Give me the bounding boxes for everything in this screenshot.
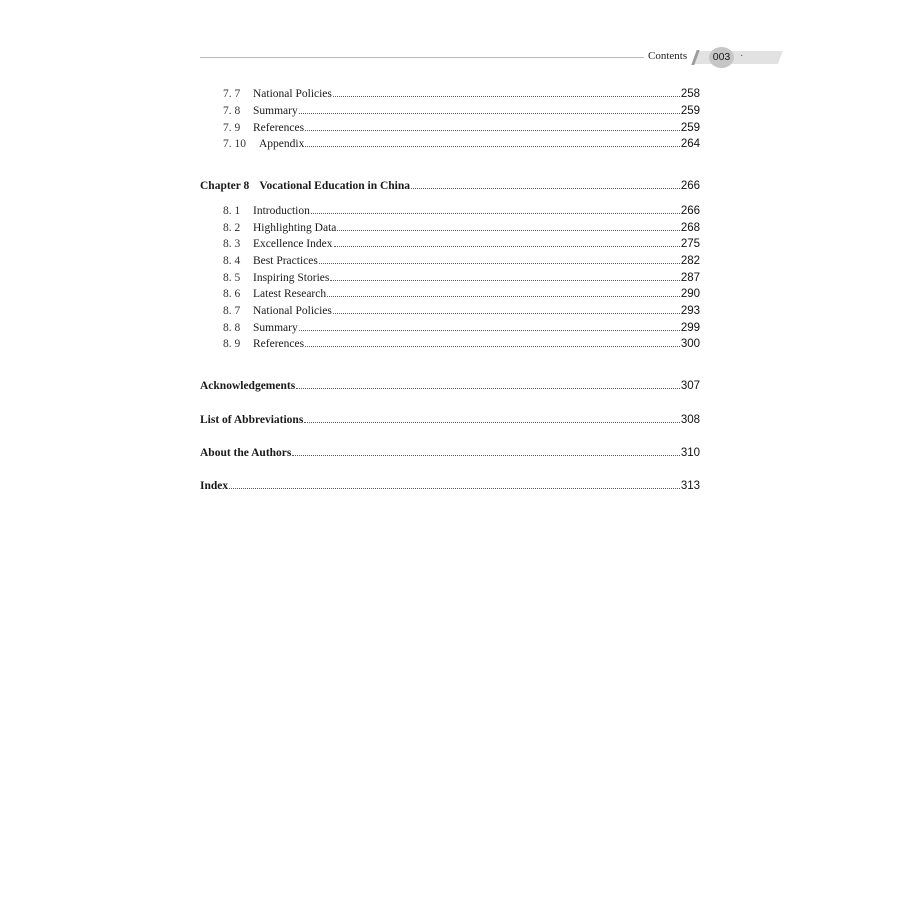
page-number: 290 (680, 288, 700, 300)
header-section-title: Contents (648, 50, 688, 62)
chapter-title: Vocational Education in China (259, 180, 411, 192)
section-number: 7. 7 (223, 88, 241, 100)
dot-leader (229, 488, 680, 489)
dot-leader (337, 230, 679, 231)
toc-entry-8-1[interactable] (200, 203, 700, 219)
toc-list-of-abbreviations[interactable] (200, 412, 700, 428)
page-number: 282 (680, 255, 700, 267)
header-band (694, 51, 783, 64)
page-number: 264 (680, 138, 700, 150)
toc-entry-8-3[interactable] (200, 236, 700, 252)
section-number: 8. 2 (223, 222, 241, 234)
section-number: 8. 5 (223, 272, 241, 284)
header-dot: · (740, 51, 744, 62)
toc-about-the-authors[interactable] (200, 445, 700, 461)
toc-entry-8-7[interactable] (200, 303, 700, 319)
page-number: 299 (680, 322, 700, 334)
page-number: 266 (680, 205, 700, 217)
section-title: Inspiring Stories (253, 272, 330, 284)
section-number: 8. 8 (223, 322, 241, 334)
dot-leader (327, 296, 680, 297)
dot-leader (304, 422, 680, 423)
toc-entry-8-2[interactable] (200, 220, 700, 236)
page-number: 275 (680, 238, 700, 250)
entry-title: About the Authors (200, 447, 292, 459)
section-number: 8. 9 (223, 338, 241, 350)
toc-entry-7-7[interactable] (200, 86, 700, 102)
section-title: Best Practices (253, 255, 318, 267)
entry-title: List of Abbreviations (200, 414, 304, 426)
toc-acknowledgements[interactable] (200, 378, 700, 394)
page-number: 266 (680, 180, 700, 192)
page-number: 308 (680, 414, 700, 426)
page-number-badge: 003 (709, 47, 734, 68)
dot-leader (305, 146, 679, 147)
page-number: 258 (680, 88, 700, 100)
dot-leader (311, 213, 680, 214)
section-title: References (253, 338, 305, 350)
section-number: 7. 8 (223, 105, 241, 117)
dot-leader (292, 455, 679, 456)
dot-leader (299, 330, 680, 331)
dot-leader (334, 246, 680, 247)
dot-leader (333, 96, 680, 97)
toc-index[interactable] (200, 478, 700, 494)
section-title: National Policies (253, 305, 332, 317)
toc-entry-8-9[interactable] (200, 336, 700, 352)
section-number: 8. 3 (223, 238, 241, 250)
page-number: 287 (680, 272, 700, 284)
dot-leader (299, 113, 680, 114)
section-title: Excellence Index (253, 238, 333, 250)
dot-leader (319, 263, 680, 264)
toc-entry-7-8[interactable] (200, 103, 700, 119)
page-number: 313 (680, 480, 700, 492)
page-number: 307 (680, 380, 700, 392)
dot-leader (296, 388, 680, 389)
section-title: Latest Research (253, 288, 327, 300)
section-number: 8. 7 (223, 305, 241, 317)
section-title: Summary (253, 322, 298, 334)
page-number: 310 (680, 447, 700, 459)
entry-title: Index (200, 480, 229, 492)
page-number: 259 (680, 122, 700, 134)
page-number: 268 (680, 222, 700, 234)
page-number: 300 (680, 338, 700, 350)
toc-entry-8-8[interactable] (200, 320, 700, 336)
toc-entry-8-4[interactable] (200, 253, 700, 269)
toc-entry-8-6[interactable] (200, 286, 700, 302)
running-header (200, 48, 778, 68)
page-number: 259 (680, 105, 700, 117)
dot-leader (305, 130, 680, 131)
section-number: 8. 4 (223, 255, 241, 267)
section-number: 8. 6 (223, 288, 241, 300)
dot-leader (333, 313, 680, 314)
entry-title: Acknowledgements (200, 380, 296, 392)
section-title: Appendix (259, 138, 305, 150)
toc-chapter-8[interactable] (200, 178, 700, 194)
section-title: References (253, 122, 305, 134)
dot-leader (330, 280, 679, 281)
section-title: National Policies (253, 88, 332, 100)
toc-entry-8-5[interactable] (200, 270, 700, 286)
section-title: Highlighting Data (253, 222, 337, 234)
section-number: 7. 9 (223, 122, 241, 134)
dot-leader (305, 346, 680, 347)
section-title: Summary (253, 105, 298, 117)
toc-entry-7-10[interactable] (200, 136, 700, 152)
header-rule (200, 57, 644, 58)
toc-entry-7-9[interactable] (200, 120, 700, 136)
dot-leader (411, 188, 680, 189)
page-number: 293 (680, 305, 700, 317)
section-number: 7. 10 (223, 138, 246, 150)
chapter-label: Chapter 8 (200, 180, 250, 192)
section-number: 8. 1 (223, 205, 241, 217)
section-title: Introduction (253, 205, 310, 217)
